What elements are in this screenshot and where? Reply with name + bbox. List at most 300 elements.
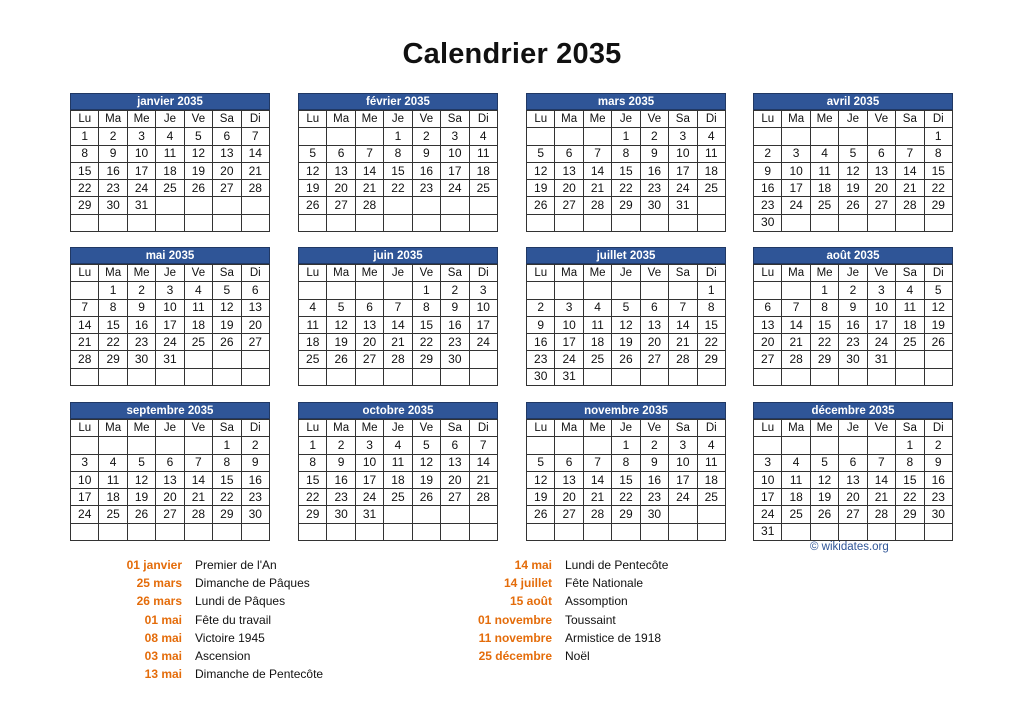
month-calendar: [526, 247, 726, 386]
day-cell: 7: [241, 128, 269, 145]
day-cell: 17: [867, 316, 895, 333]
weekday-label: Ve: [867, 111, 895, 128]
weekday-label: Ma: [327, 420, 355, 437]
day-cell: 9: [924, 454, 952, 471]
day-cell: 6: [640, 299, 668, 316]
day-cell: 27: [839, 506, 867, 523]
day-cell: 1: [299, 437, 327, 454]
day-cell: 12: [612, 316, 640, 333]
day-cell: 14: [469, 454, 497, 471]
day-cell: 22: [213, 489, 241, 506]
day-cell: 9: [441, 299, 469, 316]
month-title: décembre 2035: [753, 402, 953, 419]
weekday-label: Di: [469, 420, 497, 437]
day-cell: 6: [156, 454, 184, 471]
day-cell: 26: [612, 351, 640, 368]
day-cell: 18: [810, 180, 838, 197]
empty-day-cell: [327, 523, 355, 540]
day-cell: 16: [640, 162, 668, 179]
day-cell: 25: [384, 489, 412, 506]
day-cell: 18: [697, 471, 725, 488]
day-cell: 2: [412, 128, 440, 145]
empty-day-cell: [527, 437, 555, 454]
week-row: [754, 299, 953, 316]
day-cell: 3: [355, 437, 383, 454]
empty-day-cell: [469, 368, 497, 385]
day-cell: 29: [412, 351, 440, 368]
empty-day-cell: [555, 437, 583, 454]
day-cell: 11: [99, 471, 127, 488]
day-cell: 15: [99, 316, 127, 333]
holiday-date: 26 mars: [136, 594, 182, 609]
holiday-row: [72, 574, 323, 592]
week-row: [71, 334, 270, 351]
weekday-label: Ve: [640, 265, 668, 282]
empty-day-cell: [299, 368, 327, 385]
day-cell: 16: [754, 180, 782, 197]
week-row: [527, 316, 726, 333]
week-row: [299, 128, 498, 145]
day-cell: 22: [99, 334, 127, 351]
day-cell: 21: [241, 162, 269, 179]
weekday-label: Je: [384, 111, 412, 128]
day-cell: 23: [527, 351, 555, 368]
empty-day-cell: [412, 523, 440, 540]
day-cell: 25: [583, 351, 611, 368]
holiday-row: [448, 647, 668, 665]
day-cell: 3: [867, 282, 895, 299]
weekday-label: Ve: [184, 111, 212, 128]
week-row: [299, 197, 498, 214]
day-cell: 14: [583, 162, 611, 179]
day-cell: 3: [669, 128, 697, 145]
weekday-header-row: [299, 111, 498, 128]
day-cell: 23: [99, 180, 127, 197]
day-cell: 5: [327, 299, 355, 316]
day-cell: 4: [583, 299, 611, 316]
weekday-label: Me: [127, 265, 155, 282]
day-cell: 1: [697, 282, 725, 299]
weekday-label: Ma: [555, 420, 583, 437]
day-cell: 8: [924, 145, 952, 162]
week-row: [71, 316, 270, 333]
empty-day-cell: [640, 214, 668, 231]
holiday-date: 25 décembre: [478, 648, 552, 663]
day-cell: 24: [127, 180, 155, 197]
day-cell: 15: [896, 471, 924, 488]
week-row: [299, 471, 498, 488]
day-cell: 20: [355, 334, 383, 351]
day-cell: 17: [441, 162, 469, 179]
day-cell: 28: [583, 197, 611, 214]
weekday-label: Ma: [782, 265, 810, 282]
empty-day-cell: [867, 214, 895, 231]
weekday-label: Je: [839, 265, 867, 282]
day-cell: 23: [839, 334, 867, 351]
day-cell: 27: [327, 197, 355, 214]
weekday-header-row: [299, 420, 498, 437]
day-cell: 19: [412, 471, 440, 488]
day-cell: 13: [555, 162, 583, 179]
week-row: [71, 299, 270, 316]
holiday-name: Premier de l'An: [195, 558, 277, 572]
weekday-header-row: [754, 111, 953, 128]
week-row: [71, 368, 270, 385]
empty-day-cell: [156, 437, 184, 454]
day-cell: 15: [612, 471, 640, 488]
day-cell: 20: [839, 489, 867, 506]
day-cell: 29: [924, 197, 952, 214]
day-cell: 20: [867, 180, 895, 197]
month-grid: [526, 264, 726, 386]
day-cell: 25: [697, 180, 725, 197]
holiday-date: 03 mai: [144, 648, 182, 663]
day-cell: 30: [441, 351, 469, 368]
day-cell: 26: [299, 197, 327, 214]
weekday-label: Ve: [867, 265, 895, 282]
day-cell: 20: [555, 180, 583, 197]
day-cell: 3: [127, 128, 155, 145]
month-grid: [753, 110, 953, 232]
holiday-date: 01 mai: [144, 612, 182, 627]
week-row: [754, 506, 953, 523]
day-cell: 5: [839, 145, 867, 162]
day-cell: 17: [355, 471, 383, 488]
month-calendar: [753, 247, 953, 386]
empty-day-cell: [71, 368, 99, 385]
day-cell: 23: [412, 180, 440, 197]
day-cell: 27: [156, 506, 184, 523]
week-row: [299, 299, 498, 316]
week-row: [754, 197, 953, 214]
month-grid: [526, 110, 726, 232]
weekday-label: Je: [156, 111, 184, 128]
day-cell: 20: [640, 334, 668, 351]
day-cell: 13: [355, 316, 383, 333]
day-cell: 29: [612, 197, 640, 214]
empty-day-cell: [810, 368, 838, 385]
day-cell: 29: [697, 351, 725, 368]
day-cell: 30: [127, 351, 155, 368]
day-cell: 12: [924, 299, 952, 316]
day-cell: 18: [384, 471, 412, 488]
empty-day-cell: [697, 506, 725, 523]
week-row: [299, 368, 498, 385]
day-cell: 10: [669, 145, 697, 162]
empty-day-cell: [612, 214, 640, 231]
day-cell: 22: [896, 489, 924, 506]
day-cell: 25: [184, 334, 212, 351]
weekday-label: Di: [241, 265, 269, 282]
empty-day-cell: [412, 214, 440, 231]
month-title: mai 2035: [70, 247, 270, 264]
day-cell: 1: [612, 128, 640, 145]
empty-day-cell: [896, 523, 924, 540]
empty-day-cell: [839, 128, 867, 145]
day-cell: 6: [213, 128, 241, 145]
weekday-label: Je: [839, 420, 867, 437]
week-row: [527, 162, 726, 179]
week-row: [299, 316, 498, 333]
day-cell: 4: [156, 128, 184, 145]
day-cell: 3: [469, 282, 497, 299]
week-row: [71, 454, 270, 471]
day-cell: 5: [527, 454, 555, 471]
holiday-row: [448, 556, 668, 574]
day-cell: 6: [555, 454, 583, 471]
day-cell: 6: [241, 282, 269, 299]
empty-day-cell: [184, 523, 212, 540]
day-cell: 26: [127, 506, 155, 523]
day-cell: 19: [127, 489, 155, 506]
day-cell: 28: [355, 197, 383, 214]
day-cell: 2: [99, 128, 127, 145]
day-cell: 14: [71, 316, 99, 333]
weekday-label: Me: [810, 111, 838, 128]
weekday-label: Me: [127, 111, 155, 128]
day-cell: 1: [896, 437, 924, 454]
day-cell: 21: [896, 180, 924, 197]
empty-day-cell: [810, 523, 838, 540]
day-cell: 9: [640, 145, 668, 162]
day-cell: 12: [527, 471, 555, 488]
empty-day-cell: [355, 214, 383, 231]
empty-day-cell: [669, 506, 697, 523]
holiday-date: 14 mai: [514, 558, 552, 572]
day-cell: 11: [384, 454, 412, 471]
day-cell: 27: [754, 351, 782, 368]
day-cell: 27: [241, 334, 269, 351]
day-cell: 13: [241, 299, 269, 316]
empty-day-cell: [127, 523, 155, 540]
day-cell: 1: [412, 282, 440, 299]
day-cell: 14: [867, 471, 895, 488]
day-cell: 5: [299, 145, 327, 162]
weekday-label: Ma: [99, 265, 127, 282]
day-cell: 24: [156, 334, 184, 351]
weekday-label: Sa: [669, 111, 697, 128]
empty-day-cell: [156, 197, 184, 214]
day-cell: 13: [640, 316, 668, 333]
weekday-label: Ve: [184, 420, 212, 437]
holiday-name: Fête Nationale: [565, 576, 644, 591]
empty-day-cell: [810, 437, 838, 454]
week-row: [71, 145, 270, 162]
day-cell: 10: [782, 162, 810, 179]
weekday-label: Lu: [71, 265, 99, 282]
holiday-name: Armistice de 1918: [565, 630, 662, 645]
weekday-label: Je: [156, 420, 184, 437]
credit-link[interactable]: © wikidates.org: [810, 541, 889, 553]
empty-day-cell: [469, 214, 497, 231]
month-title: septembre 2035: [70, 402, 270, 419]
day-cell: 16: [441, 316, 469, 333]
day-cell: 6: [839, 454, 867, 471]
week-row: [71, 128, 270, 145]
weekday-label: Di: [469, 111, 497, 128]
day-cell: 22: [697, 334, 725, 351]
day-cell: 13: [839, 471, 867, 488]
month-grid: [70, 264, 270, 386]
day-cell: 22: [810, 334, 838, 351]
empty-day-cell: [99, 214, 127, 231]
empty-day-cell: [184, 214, 212, 231]
empty-day-cell: [697, 214, 725, 231]
week-row: [71, 489, 270, 506]
day-cell: 17: [754, 489, 782, 506]
empty-day-cell: [924, 214, 952, 231]
week-row: [299, 282, 498, 299]
empty-day-cell: [867, 437, 895, 454]
weekday-label: Ma: [555, 265, 583, 282]
day-cell: 26: [412, 489, 440, 506]
day-cell: 28: [71, 351, 99, 368]
day-cell: 23: [441, 334, 469, 351]
empty-day-cell: [241, 351, 269, 368]
day-cell: 25: [299, 351, 327, 368]
day-cell: 16: [412, 162, 440, 179]
empty-day-cell: [355, 128, 383, 145]
weekday-header-row: [754, 420, 953, 437]
day-cell: 2: [441, 282, 469, 299]
weekday-label: Ma: [99, 420, 127, 437]
empty-day-cell: [527, 214, 555, 231]
weekday-label: Ve: [640, 420, 668, 437]
empty-day-cell: [669, 368, 697, 385]
day-cell: 28: [583, 506, 611, 523]
day-cell: 21: [583, 489, 611, 506]
day-cell: 26: [213, 334, 241, 351]
day-cell: 5: [612, 299, 640, 316]
week-row: [527, 368, 726, 385]
month-grid: [298, 419, 498, 541]
week-row: [754, 282, 953, 299]
day-cell: 27: [213, 180, 241, 197]
empty-day-cell: [754, 368, 782, 385]
day-cell: 31: [555, 368, 583, 385]
week-row: [754, 437, 953, 454]
day-cell: 6: [327, 145, 355, 162]
day-cell: 4: [782, 454, 810, 471]
day-cell: 29: [213, 506, 241, 523]
day-cell: 17: [156, 316, 184, 333]
day-cell: 31: [156, 351, 184, 368]
day-cell: 10: [555, 316, 583, 333]
empty-day-cell: [583, 523, 611, 540]
weekday-label: Me: [355, 111, 383, 128]
week-row: [299, 523, 498, 540]
day-cell: 18: [469, 162, 497, 179]
holiday-name: Lundi de Pentecôte: [565, 558, 669, 572]
weekday-label: Ma: [782, 111, 810, 128]
day-cell: 18: [782, 489, 810, 506]
day-cell: 20: [156, 489, 184, 506]
day-cell: 30: [327, 506, 355, 523]
week-row: [754, 454, 953, 471]
day-cell: 16: [924, 471, 952, 488]
holiday-row: [448, 629, 668, 647]
day-cell: 29: [896, 506, 924, 523]
day-cell: 10: [754, 471, 782, 488]
day-cell: 2: [527, 299, 555, 316]
day-cell: 10: [156, 299, 184, 316]
day-cell: 19: [184, 162, 212, 179]
day-cell: 31: [754, 523, 782, 540]
week-row: [71, 214, 270, 231]
week-row: [754, 351, 953, 368]
day-cell: 4: [810, 145, 838, 162]
day-cell: 26: [527, 197, 555, 214]
weekday-label: Lu: [71, 111, 99, 128]
day-cell: 2: [640, 128, 668, 145]
day-cell: 28: [469, 489, 497, 506]
day-cell: 7: [184, 454, 212, 471]
day-cell: 30: [99, 197, 127, 214]
empty-day-cell: [839, 368, 867, 385]
month-calendar: [526, 402, 726, 541]
week-row: [754, 180, 953, 197]
week-row: [527, 128, 726, 145]
week-row: [527, 506, 726, 523]
empty-day-cell: [213, 368, 241, 385]
weekday-label: Di: [697, 420, 725, 437]
weekday-label: Je: [612, 111, 640, 128]
weekday-header-row: [527, 420, 726, 437]
day-cell: 21: [384, 334, 412, 351]
day-cell: 7: [469, 437, 497, 454]
weekday-label: Ma: [327, 111, 355, 128]
day-cell: 16: [527, 334, 555, 351]
empty-day-cell: [583, 128, 611, 145]
day-cell: 9: [241, 454, 269, 471]
day-cell: 6: [555, 145, 583, 162]
day-cell: 9: [640, 454, 668, 471]
day-cell: 6: [441, 437, 469, 454]
day-cell: 12: [299, 162, 327, 179]
empty-day-cell: [355, 282, 383, 299]
empty-day-cell: [640, 282, 668, 299]
month-title: janvier 2035: [70, 93, 270, 110]
day-cell: 16: [839, 316, 867, 333]
day-cell: 3: [441, 128, 469, 145]
day-cell: 7: [782, 299, 810, 316]
empty-day-cell: [867, 523, 895, 540]
month-title: juillet 2035: [526, 247, 726, 264]
day-cell: 4: [99, 454, 127, 471]
weekday-label: Di: [469, 265, 497, 282]
holiday-name: Victoire 1945: [195, 630, 265, 645]
empty-day-cell: [754, 437, 782, 454]
week-row: [299, 351, 498, 368]
empty-day-cell: [555, 523, 583, 540]
week-row: [527, 197, 726, 214]
month-grid: [526, 419, 726, 541]
day-cell: 4: [384, 437, 412, 454]
day-cell: 5: [127, 454, 155, 471]
month-title: novembre 2035: [526, 402, 726, 419]
day-cell: 24: [441, 180, 469, 197]
day-cell: 3: [71, 454, 99, 471]
weekday-label: Sa: [213, 420, 241, 437]
day-cell: 15: [924, 162, 952, 179]
month-calendar: [753, 93, 953, 232]
day-cell: 30: [839, 351, 867, 368]
day-cell: 14: [241, 145, 269, 162]
day-cell: 11: [184, 299, 212, 316]
day-cell: 9: [327, 454, 355, 471]
day-cell: 14: [184, 471, 212, 488]
empty-day-cell: [697, 368, 725, 385]
